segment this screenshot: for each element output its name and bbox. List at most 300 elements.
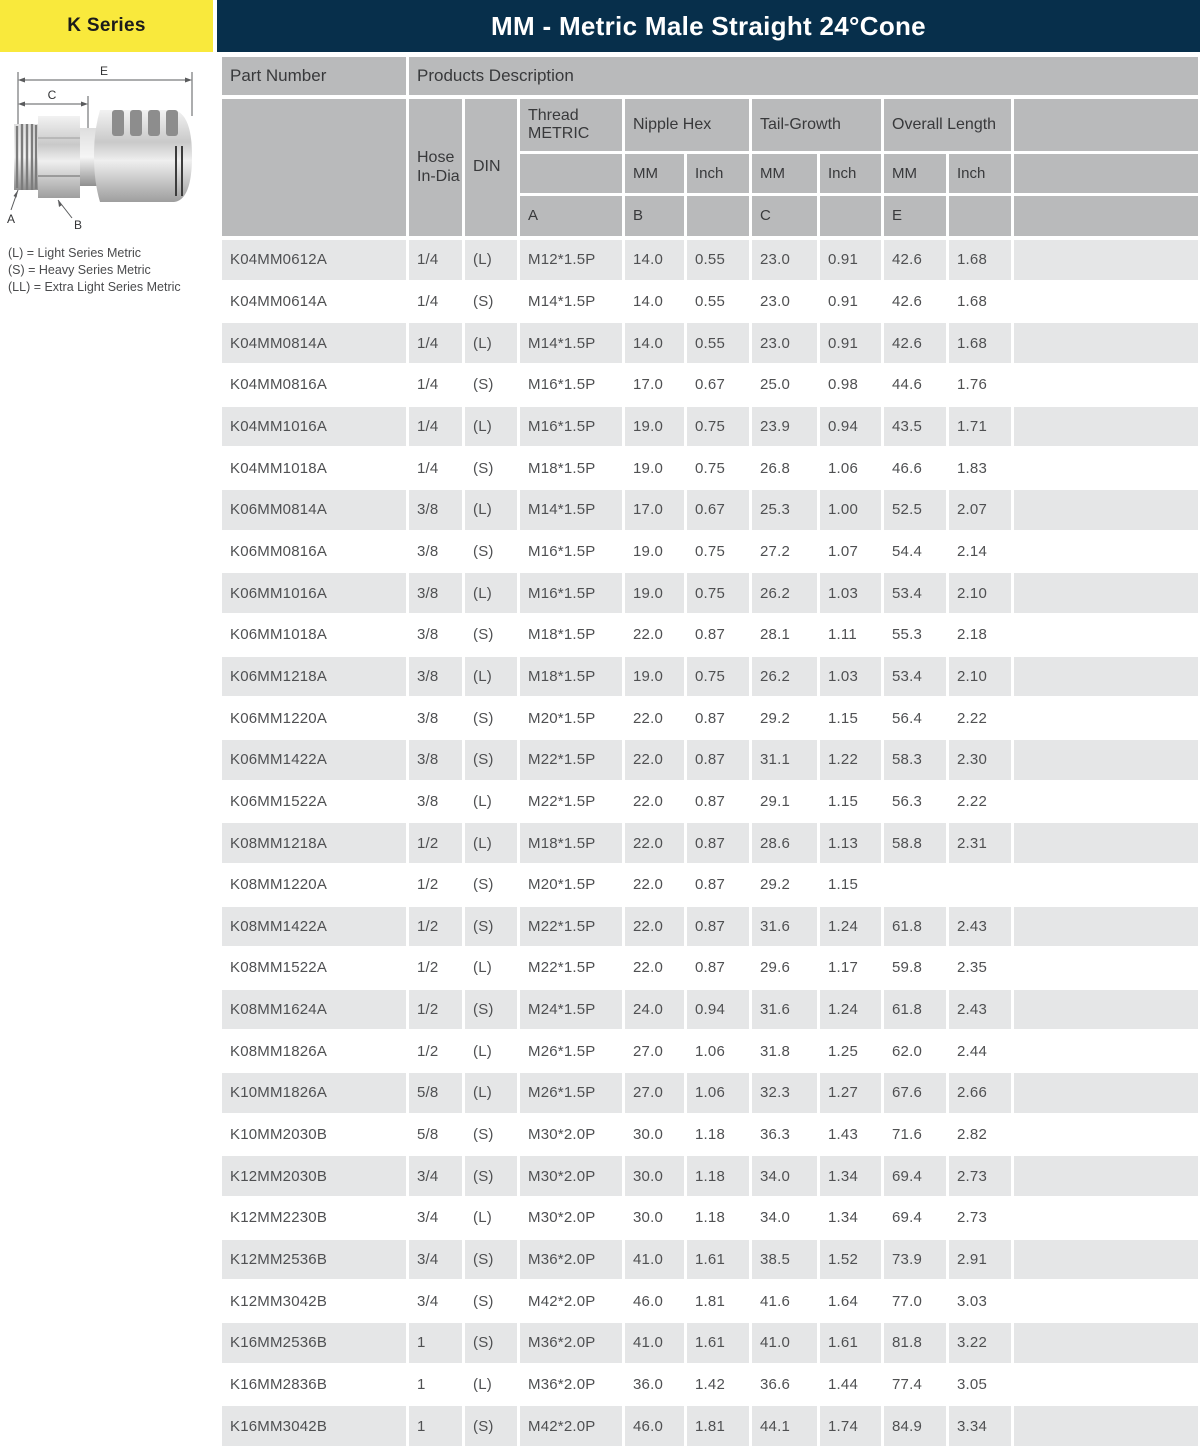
value-cell: 1/4: [409, 240, 462, 280]
value-cell: 69.4: [884, 1198, 946, 1238]
empty-cell: [1014, 282, 1198, 322]
part-number-cell: K04MM0612A: [222, 240, 406, 280]
value-cell: 29.2: [752, 865, 817, 905]
dim-label-a: A: [7, 212, 16, 226]
value-cell: 0.87: [687, 948, 749, 988]
table-row: [222, 948, 1198, 988]
value-cell: (L): [465, 1198, 517, 1238]
value-cell: 1.24: [820, 907, 881, 947]
value-cell: 1.06: [687, 1073, 749, 1113]
empty-cell: [1014, 1198, 1198, 1238]
empty-cell: [1014, 1156, 1198, 1196]
value-cell: M30*2.0P: [520, 1198, 622, 1238]
value-cell: 2.43: [949, 907, 1011, 947]
empty-cell: [1014, 657, 1198, 697]
part-number-cell: K06MM1220A: [222, 698, 406, 738]
header-mm: MM: [884, 154, 946, 193]
value-cell: 3.34: [949, 1406, 1011, 1446]
part-number-cell: K04MM0814A: [222, 323, 406, 363]
header-empty-cell: [949, 196, 1011, 236]
value-cell: 1.74: [820, 1406, 881, 1446]
value-cell: 5/8: [409, 1073, 462, 1113]
value-cell: 0.55: [687, 282, 749, 322]
value-cell: 0.91: [820, 323, 881, 363]
value-cell: 2.14: [949, 532, 1011, 572]
value-cell: 3/8: [409, 657, 462, 697]
header-part-number: Part Number: [222, 57, 406, 95]
table-row: [222, 907, 1198, 947]
value-cell: (S): [465, 1156, 517, 1196]
empty-cell: [1014, 615, 1198, 655]
part-number-cell: K06MM1422A: [222, 740, 406, 780]
value-cell: 3/8: [409, 573, 462, 613]
value-cell: 19.0: [625, 573, 684, 613]
value-cell: 1.83: [949, 448, 1011, 488]
value-cell: 30.0: [625, 1198, 684, 1238]
value-cell: 14.0: [625, 282, 684, 322]
value-cell: 58.3: [884, 740, 946, 780]
value-cell: (S): [465, 1281, 517, 1321]
value-cell: M20*1.5P: [520, 865, 622, 905]
value-cell: 27.0: [625, 1031, 684, 1071]
value-cell: 2.82: [949, 1115, 1011, 1155]
value-cell: 17.0: [625, 365, 684, 405]
value-cell: M18*1.5P: [520, 823, 622, 863]
value-cell: (L): [465, 1031, 517, 1071]
value-cell: (L): [465, 490, 517, 530]
value-cell: 56.4: [884, 698, 946, 738]
value-cell: 1.11: [820, 615, 881, 655]
empty-cell: [1014, 823, 1198, 863]
value-cell: 41.6: [752, 1281, 817, 1321]
table-row: [222, 657, 1198, 697]
value-cell: 43.5: [884, 407, 946, 447]
dim-label-c: C: [47, 88, 57, 102]
value-cell: [884, 865, 946, 905]
part-number-cell: K16MM3042B: [222, 1406, 406, 1446]
value-cell: 53.4: [884, 573, 946, 613]
header-din: DIN: [465, 99, 517, 236]
value-cell: 31.6: [752, 907, 817, 947]
value-cell: 27.2: [752, 532, 817, 572]
part-number-cell: K08MM1422A: [222, 907, 406, 947]
value-cell: 1.68: [949, 282, 1011, 322]
value-cell: 34.0: [752, 1198, 817, 1238]
table-row: [222, 1031, 1198, 1071]
value-cell: M26*1.5P: [520, 1031, 622, 1071]
table-row: [222, 615, 1198, 655]
value-cell: 26.2: [752, 573, 817, 613]
value-cell: 1.34: [820, 1156, 881, 1196]
value-cell: 22.0: [625, 615, 684, 655]
empty-cell: [1014, 948, 1198, 988]
value-cell: M24*1.5P: [520, 990, 622, 1030]
crimp-shell: [94, 110, 192, 202]
value-cell: 2.10: [949, 573, 1011, 613]
value-cell: 19.0: [625, 657, 684, 697]
header-empty-cell: [1014, 196, 1198, 236]
thread-section: [14, 124, 38, 190]
table-row: [222, 1240, 1198, 1280]
header-empty-cell: [222, 99, 406, 236]
value-cell: 3/4: [409, 1281, 462, 1321]
empty-cell: [1014, 1240, 1198, 1280]
value-cell: [949, 865, 1011, 905]
value-cell: 44.1: [752, 1406, 817, 1446]
header-overall-length: Overall Length: [884, 99, 1011, 151]
value-cell: (S): [465, 1323, 517, 1363]
value-cell: (S): [465, 282, 517, 322]
value-cell: 26.8: [752, 448, 817, 488]
value-cell: 61.8: [884, 907, 946, 947]
value-cell: 53.4: [884, 657, 946, 697]
header-thread-metric: Thread METRIC: [520, 99, 622, 151]
empty-cell: [1014, 1406, 1198, 1446]
value-cell: (S): [465, 615, 517, 655]
value-cell: 28.1: [752, 615, 817, 655]
value-cell: 1.15: [820, 782, 881, 822]
value-cell: 3/4: [409, 1198, 462, 1238]
value-cell: 3/8: [409, 698, 462, 738]
value-cell: 0.98: [820, 365, 881, 405]
value-cell: 31.6: [752, 990, 817, 1030]
value-cell: 1/4: [409, 282, 462, 322]
value-cell: 5/8: [409, 1115, 462, 1155]
value-cell: 84.9: [884, 1406, 946, 1446]
value-cell: (L): [465, 323, 517, 363]
value-cell: 1.71: [949, 407, 1011, 447]
value-cell: 3/8: [409, 740, 462, 780]
header-mm: MM: [625, 154, 684, 193]
value-cell: (S): [465, 1240, 517, 1280]
value-cell: M30*2.0P: [520, 1115, 622, 1155]
value-cell: 0.67: [687, 490, 749, 530]
value-cell: 23.0: [752, 282, 817, 322]
value-cell: 3/8: [409, 490, 462, 530]
value-cell: 0.87: [687, 823, 749, 863]
value-cell: 0.87: [687, 615, 749, 655]
table-header-block: [222, 99, 1198, 236]
table-row: [222, 740, 1198, 780]
table-row: [222, 282, 1198, 322]
value-cell: M36*2.0P: [520, 1240, 622, 1280]
value-cell: (L): [465, 1073, 517, 1113]
value-cell: 29.2: [752, 698, 817, 738]
value-cell: 0.55: [687, 240, 749, 280]
part-number-cell: K16MM2536B: [222, 1323, 406, 1363]
value-cell: 58.8: [884, 823, 946, 863]
value-cell: (L): [465, 407, 517, 447]
value-cell: (S): [465, 865, 517, 905]
value-cell: 1.81: [687, 1406, 749, 1446]
value-cell: 2.73: [949, 1198, 1011, 1238]
value-cell: 1.18: [687, 1115, 749, 1155]
header-empty-cell: [820, 196, 881, 236]
value-cell: M16*1.5P: [520, 573, 622, 613]
value-cell: 52.5: [884, 490, 946, 530]
header-empty-cell: [1014, 99, 1198, 151]
header-products-description: Products Description: [409, 57, 1198, 95]
value-cell: 1/4: [409, 448, 462, 488]
series-tab: [0, 0, 213, 52]
value-cell: (S): [465, 532, 517, 572]
legend-item-extra-light: (LL) = Extra Light Series Metric: [8, 280, 181, 294]
value-cell: 22.0: [625, 698, 684, 738]
value-cell: 0.87: [687, 740, 749, 780]
value-cell: 1.03: [820, 573, 881, 613]
value-cell: 23.9: [752, 407, 817, 447]
value-cell: 0.87: [687, 698, 749, 738]
value-cell: 42.6: [884, 282, 946, 322]
value-cell: 1.06: [820, 448, 881, 488]
empty-cell: [1014, 1323, 1198, 1363]
value-cell: 1/4: [409, 407, 462, 447]
value-cell: 1.24: [820, 990, 881, 1030]
value-cell: 1.42: [687, 1365, 749, 1405]
empty-cell: [1014, 532, 1198, 572]
empty-cell: [1014, 323, 1198, 363]
part-number-cell: K16MM2836B: [222, 1365, 406, 1405]
value-cell: 1.44: [820, 1365, 881, 1405]
series-label: K Series: [67, 15, 146, 36]
value-cell: 1/4: [409, 323, 462, 363]
value-cell: 1/2: [409, 865, 462, 905]
value-cell: 41.0: [625, 1240, 684, 1280]
value-cell: 2.10: [949, 657, 1011, 697]
value-cell: 1/2: [409, 823, 462, 863]
table-row: [222, 1365, 1198, 1405]
empty-cell: [1014, 1073, 1198, 1113]
value-cell: 3/8: [409, 615, 462, 655]
empty-cell: [1014, 990, 1198, 1030]
part-number-cell: K06MM1018A: [222, 615, 406, 655]
value-cell: 59.8: [884, 948, 946, 988]
value-cell: M14*1.5P: [520, 323, 622, 363]
value-cell: 34.0: [752, 1156, 817, 1196]
value-cell: (L): [465, 240, 517, 280]
value-cell: M18*1.5P: [520, 615, 622, 655]
value-cell: 19.0: [625, 448, 684, 488]
page-title: MM - Metric Male Straight 24°Cone: [491, 10, 926, 41]
value-cell: 3.22: [949, 1323, 1011, 1363]
table-row: [222, 1198, 1198, 1238]
value-cell: 22.0: [625, 907, 684, 947]
table-row: [222, 1073, 1198, 1113]
value-cell: 2.91: [949, 1240, 1011, 1280]
part-number-cell: K12MM3042B: [222, 1281, 406, 1321]
table-row: [222, 573, 1198, 613]
value-cell: 14.0: [625, 240, 684, 280]
value-cell: 1.27: [820, 1073, 881, 1113]
value-cell: 69.4: [884, 1156, 946, 1196]
value-cell: 26.2: [752, 657, 817, 697]
value-cell: 2.22: [949, 782, 1011, 822]
table-row: [222, 865, 1198, 905]
table-row: [222, 1115, 1198, 1155]
part-number-cell: K04MM0614A: [222, 282, 406, 322]
value-cell: 22.0: [625, 823, 684, 863]
value-cell: 0.91: [820, 240, 881, 280]
empty-cell: [1014, 740, 1198, 780]
value-cell: (S): [465, 1115, 517, 1155]
part-number-cell: K10MM2030B: [222, 1115, 406, 1155]
value-cell: 2.22: [949, 698, 1011, 738]
value-cell: M18*1.5P: [520, 448, 622, 488]
value-cell: 61.8: [884, 990, 946, 1030]
value-cell: M22*1.5P: [520, 740, 622, 780]
part-number-cell: K08MM1218A: [222, 823, 406, 863]
value-cell: 22.0: [625, 865, 684, 905]
value-cell: 31.8: [752, 1031, 817, 1071]
value-cell: 2.73: [949, 1156, 1011, 1196]
value-cell: 77.4: [884, 1365, 946, 1405]
value-cell: M22*1.5P: [520, 907, 622, 947]
value-cell: 27.0: [625, 1073, 684, 1113]
header-inch: Inch: [949, 154, 1011, 193]
value-cell: 3.05: [949, 1365, 1011, 1405]
value-cell: 56.3: [884, 782, 946, 822]
value-cell: M16*1.5P: [520, 365, 622, 405]
value-cell: 0.91: [820, 282, 881, 322]
part-number-cell: K08MM1826A: [222, 1031, 406, 1071]
empty-cell: [1014, 573, 1198, 613]
value-cell: 73.9: [884, 1240, 946, 1280]
value-cell: 2.07: [949, 490, 1011, 530]
value-cell: M14*1.5P: [520, 282, 622, 322]
value-cell: 1.61: [687, 1323, 749, 1363]
empty-cell: [1014, 907, 1198, 947]
part-number-cell: K08MM1220A: [222, 865, 406, 905]
table-row: [222, 990, 1198, 1030]
value-cell: 1.17: [820, 948, 881, 988]
value-cell: (S): [465, 1406, 517, 1446]
empty-cell: [1014, 1115, 1198, 1155]
part-number-cell: K12MM2230B: [222, 1198, 406, 1238]
table-row: [222, 407, 1198, 447]
value-cell: 0.94: [687, 990, 749, 1030]
value-cell: 42.6: [884, 240, 946, 280]
value-cell: 2.43: [949, 990, 1011, 1030]
value-cell: 1/4: [409, 365, 462, 405]
value-cell: 81.8: [884, 1323, 946, 1363]
value-cell: 3/4: [409, 1156, 462, 1196]
empty-cell: [1014, 240, 1198, 280]
value-cell: M20*1.5P: [520, 698, 622, 738]
value-cell: 32.3: [752, 1073, 817, 1113]
empty-cell: [1014, 865, 1198, 905]
value-cell: 22.0: [625, 948, 684, 988]
value-cell: 29.1: [752, 782, 817, 822]
value-cell: 1.68: [949, 323, 1011, 363]
value-cell: 0.67: [687, 365, 749, 405]
value-cell: 0.75: [687, 448, 749, 488]
value-cell: 0.75: [687, 532, 749, 572]
value-cell: (S): [465, 907, 517, 947]
dim-label-b: B: [74, 218, 83, 232]
value-cell: 1.43: [820, 1115, 881, 1155]
value-cell: (L): [465, 573, 517, 613]
value-cell: 46.0: [625, 1281, 684, 1321]
value-cell: 23.0: [752, 323, 817, 363]
value-cell: 25.3: [752, 490, 817, 530]
value-cell: 1.18: [687, 1198, 749, 1238]
table-row: [222, 823, 1198, 863]
header-dim-b: B: [625, 196, 684, 236]
value-cell: 1.00: [820, 490, 881, 530]
empty-cell: [1014, 407, 1198, 447]
value-cell: 1.15: [820, 698, 881, 738]
legend-item-heavy: (S) = Heavy Series Metric: [8, 263, 151, 277]
value-cell: 22.0: [625, 740, 684, 780]
value-cell: 1/2: [409, 1031, 462, 1071]
value-cell: 17.0: [625, 490, 684, 530]
part-number-cell: K06MM0814A: [222, 490, 406, 530]
header-nipple-hex: Nipple Hex: [625, 99, 749, 151]
value-cell: 2.35: [949, 948, 1011, 988]
value-cell: (L): [465, 782, 517, 822]
value-cell: M36*2.0P: [520, 1323, 622, 1363]
table-row: [222, 698, 1198, 738]
value-cell: 1.76: [949, 365, 1011, 405]
value-cell: 55.3: [884, 615, 946, 655]
value-cell: 1.61: [687, 1240, 749, 1280]
header-empty-cell: [520, 154, 622, 193]
empty-cell: [1014, 490, 1198, 530]
empty-cell: [1014, 698, 1198, 738]
value-cell: M14*1.5P: [520, 490, 622, 530]
value-cell: M16*1.5P: [520, 532, 622, 572]
header-dim-c: C: [752, 196, 817, 236]
value-cell: 25.0: [752, 365, 817, 405]
table-row: [222, 323, 1198, 363]
value-cell: 0.75: [687, 573, 749, 613]
part-number-cell: K06MM1218A: [222, 657, 406, 697]
value-cell: M22*1.5P: [520, 948, 622, 988]
value-cell: 1: [409, 1365, 462, 1405]
header-dim-a: A: [520, 196, 622, 236]
value-cell: 0.75: [687, 657, 749, 697]
hex-nut: [38, 116, 80, 198]
value-cell: 62.0: [884, 1031, 946, 1071]
value-cell: 46.6: [884, 448, 946, 488]
value-cell: 1.07: [820, 532, 881, 572]
value-cell: 1.18: [687, 1156, 749, 1196]
value-cell: 31.1: [752, 740, 817, 780]
value-cell: M18*1.5P: [520, 657, 622, 697]
value-cell: 1.13: [820, 823, 881, 863]
empty-cell: [1014, 782, 1198, 822]
table-row: [222, 1406, 1198, 1446]
value-cell: 22.0: [625, 782, 684, 822]
fitting-diagram: [4, 58, 212, 238]
part-number-cell: K12MM2030B: [222, 1156, 406, 1196]
part-number-cell: K04MM1018A: [222, 448, 406, 488]
value-cell: 0.55: [687, 323, 749, 363]
value-cell: 30.0: [625, 1115, 684, 1155]
table-row: [222, 532, 1198, 572]
value-cell: (L): [465, 657, 517, 697]
value-cell: 1: [409, 1406, 462, 1446]
value-cell: 2.66: [949, 1073, 1011, 1113]
header-empty-cell: [1014, 154, 1198, 193]
value-cell: 29.6: [752, 948, 817, 988]
value-cell: (L): [465, 1365, 517, 1405]
header-dim-e: E: [884, 196, 946, 236]
part-number-cell: K10MM1826A: [222, 1073, 406, 1113]
value-cell: 36.3: [752, 1115, 817, 1155]
table-row: [222, 490, 1198, 530]
value-cell: 1: [409, 1323, 462, 1363]
